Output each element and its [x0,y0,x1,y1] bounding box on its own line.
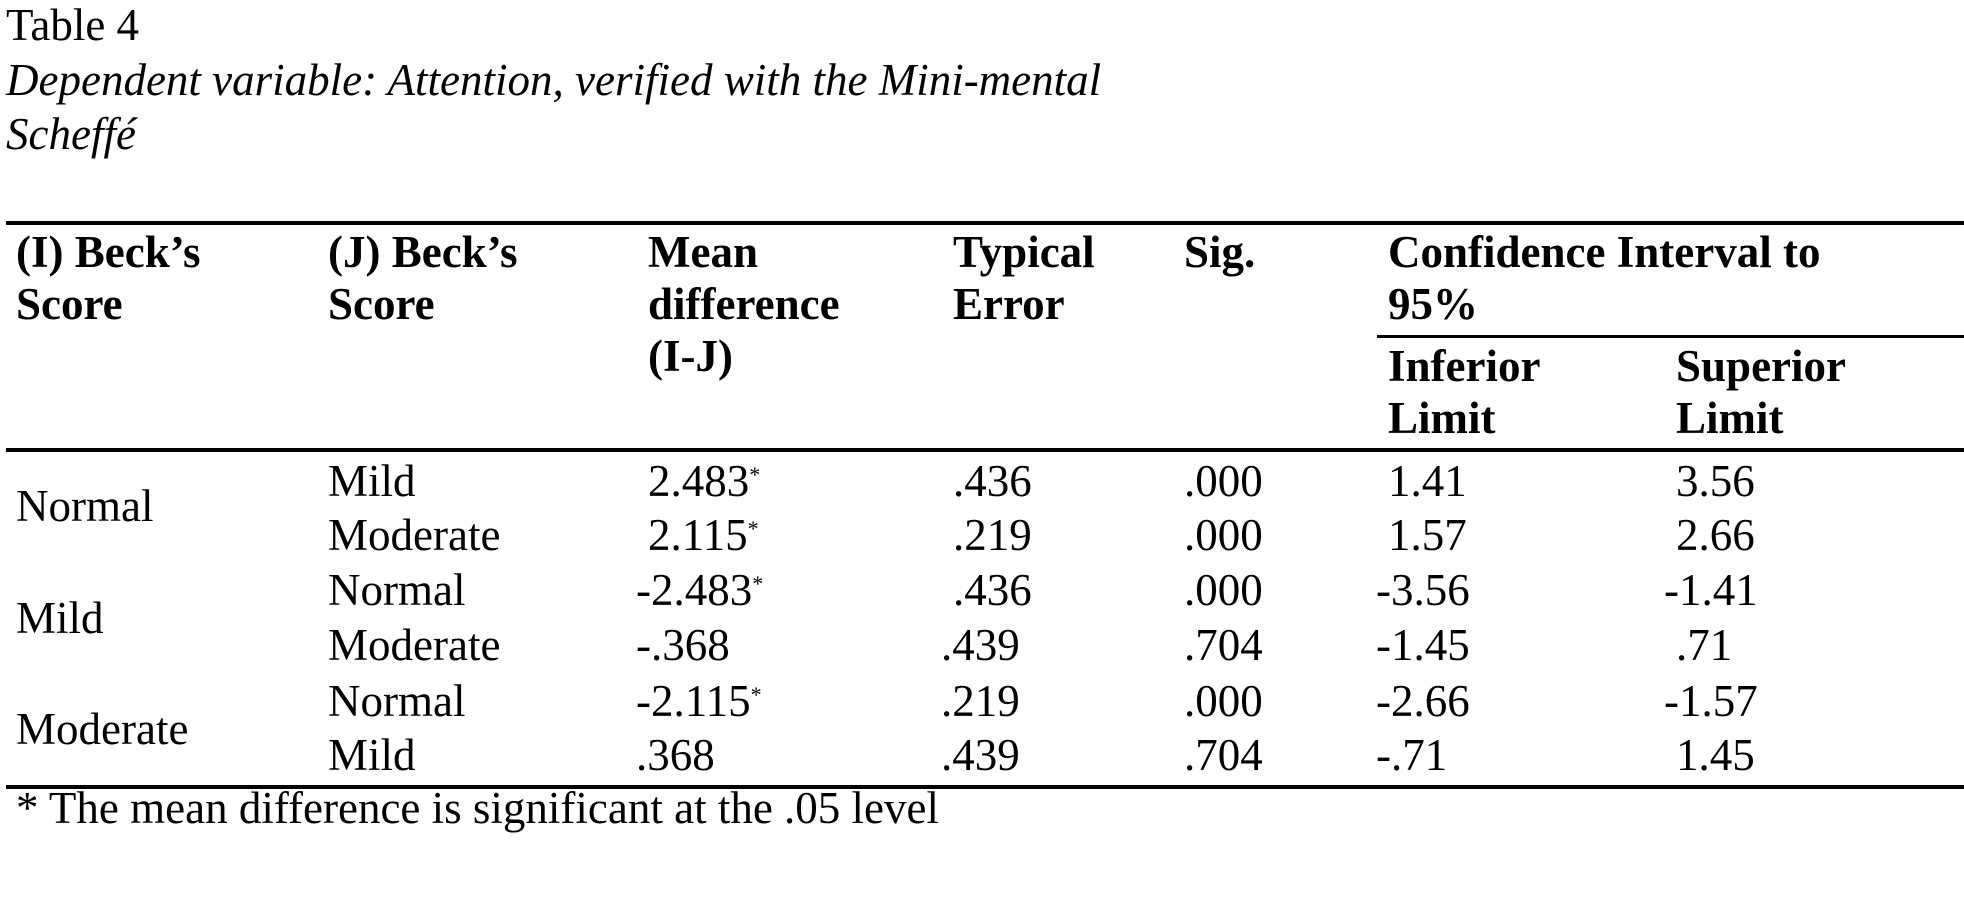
row-5-inferior: -2.66 [1376,676,1470,726]
row-5-j: Normal [328,676,466,726]
header-superior-line-1: Superior [1676,341,1847,391]
row-2-error: .219 [953,510,1032,560]
header-superior-line-2: Limit [1676,393,1784,443]
row-4-error: .439 [941,620,1020,670]
header-j-line-2: Score [328,279,435,329]
row-5-error: .219 [941,676,1020,726]
row-3-mean [636,565,764,615]
row-3-sig: .000 [1184,565,1263,615]
header-mean-line-1: Mean [648,227,758,277]
header-typical-error [953,226,1095,330]
header-mean-line-3: (I-J) [648,331,733,381]
header-i-line-1: (I) Beck’s [16,227,201,277]
header-ci-line-1: Confidence Interval to [1388,227,1821,277]
row-2-mean [648,510,759,560]
row-5-mean [636,676,762,726]
row-1-error: .436 [953,456,1032,506]
header-inferior-line-1: Inferior [1388,341,1541,391]
row-3-mean-value: -2.483 [636,565,753,615]
row-3-j: Normal [328,565,466,615]
row-4-superior: .71 [1676,620,1733,670]
row-4-j: Moderate [328,620,501,670]
header-confidence-interval [1388,226,1820,330]
header-inferior-line-2: Limit [1388,393,1496,443]
row-3-significance-marker: * [752,571,764,596]
row-3-inferior: -3.56 [1376,565,1470,615]
row-2-superior: 2.66 [1676,510,1755,560]
row-3-error: .436 [953,565,1032,615]
row-1-significance-marker: * [749,462,761,487]
row-1-sig: .000 [1184,456,1263,506]
row-6-mean [636,730,715,780]
row-1-mean [648,456,761,506]
header-sig-label: Sig. [1184,227,1256,277]
header-inferior-limit [1388,340,1540,444]
table-top-rule [6,221,1964,225]
row-5-superior: -1.57 [1664,676,1758,726]
row-2-sig: .000 [1184,510,1263,560]
row-6-superior: 1.45 [1676,730,1755,780]
row-6-mean-value: .368 [636,730,715,780]
row-5-mean-value: -2.115 [636,676,751,726]
row-6-sig: .704 [1184,730,1263,780]
header-mean-line-2: difference [648,279,840,329]
header-ci-line-2: 95% [1388,279,1478,329]
row-1-superior: 3.56 [1676,456,1755,506]
row-3-superior: -1.41 [1664,565,1758,615]
row-6-inferior: -.71 [1376,730,1448,780]
table-label: Table 4 [6,0,140,50]
row-2-significance-marker: * [747,516,759,541]
row-2-mean-value: 2.115 [648,510,748,560]
row-1-j: Mild [328,456,416,506]
group-label-moderate: Moderate [16,704,189,754]
header-error-line-1: Typical [953,227,1095,277]
dependent-variable-caption: Dependent variable: Attention, verified with the Mini-mental [6,55,1102,105]
group-label-normal: Normal [16,481,154,531]
row-4-mean-value: -.368 [636,620,730,670]
header-j-becks-score [328,226,518,330]
row-4-sig: .704 [1184,620,1263,670]
table-footnote: * The mean difference is significant at the .05 level [16,783,940,833]
header-error-line-2: Error [953,279,1065,329]
row-2-inferior: 1.57 [1388,510,1467,560]
method-caption: Scheffé [6,109,136,159]
row-1-inferior: 1.41 [1388,456,1467,506]
row-6-error: .439 [941,730,1020,780]
row-4-inferior: -1.45 [1376,620,1470,670]
header-superior-limit [1676,340,1846,444]
row-1-mean-value: 2.483 [648,456,750,506]
row-4-mean [636,620,730,670]
confidence-interval-subheader-rule [1377,335,1964,338]
header-mean-difference [648,226,840,382]
header-j-line-1: (J) Beck’s [328,227,518,277]
header-i-becks-score [16,226,201,330]
header-sig [1184,226,1255,278]
header-body-rule [6,448,1964,452]
header-i-line-2: Score [16,279,123,329]
row-5-sig: .000 [1184,676,1263,726]
group-label-mild: Mild [16,593,104,643]
row-2-j: Moderate [328,510,501,560]
row-5-significance-marker: * [750,682,762,707]
row-6-j: Mild [328,730,416,780]
